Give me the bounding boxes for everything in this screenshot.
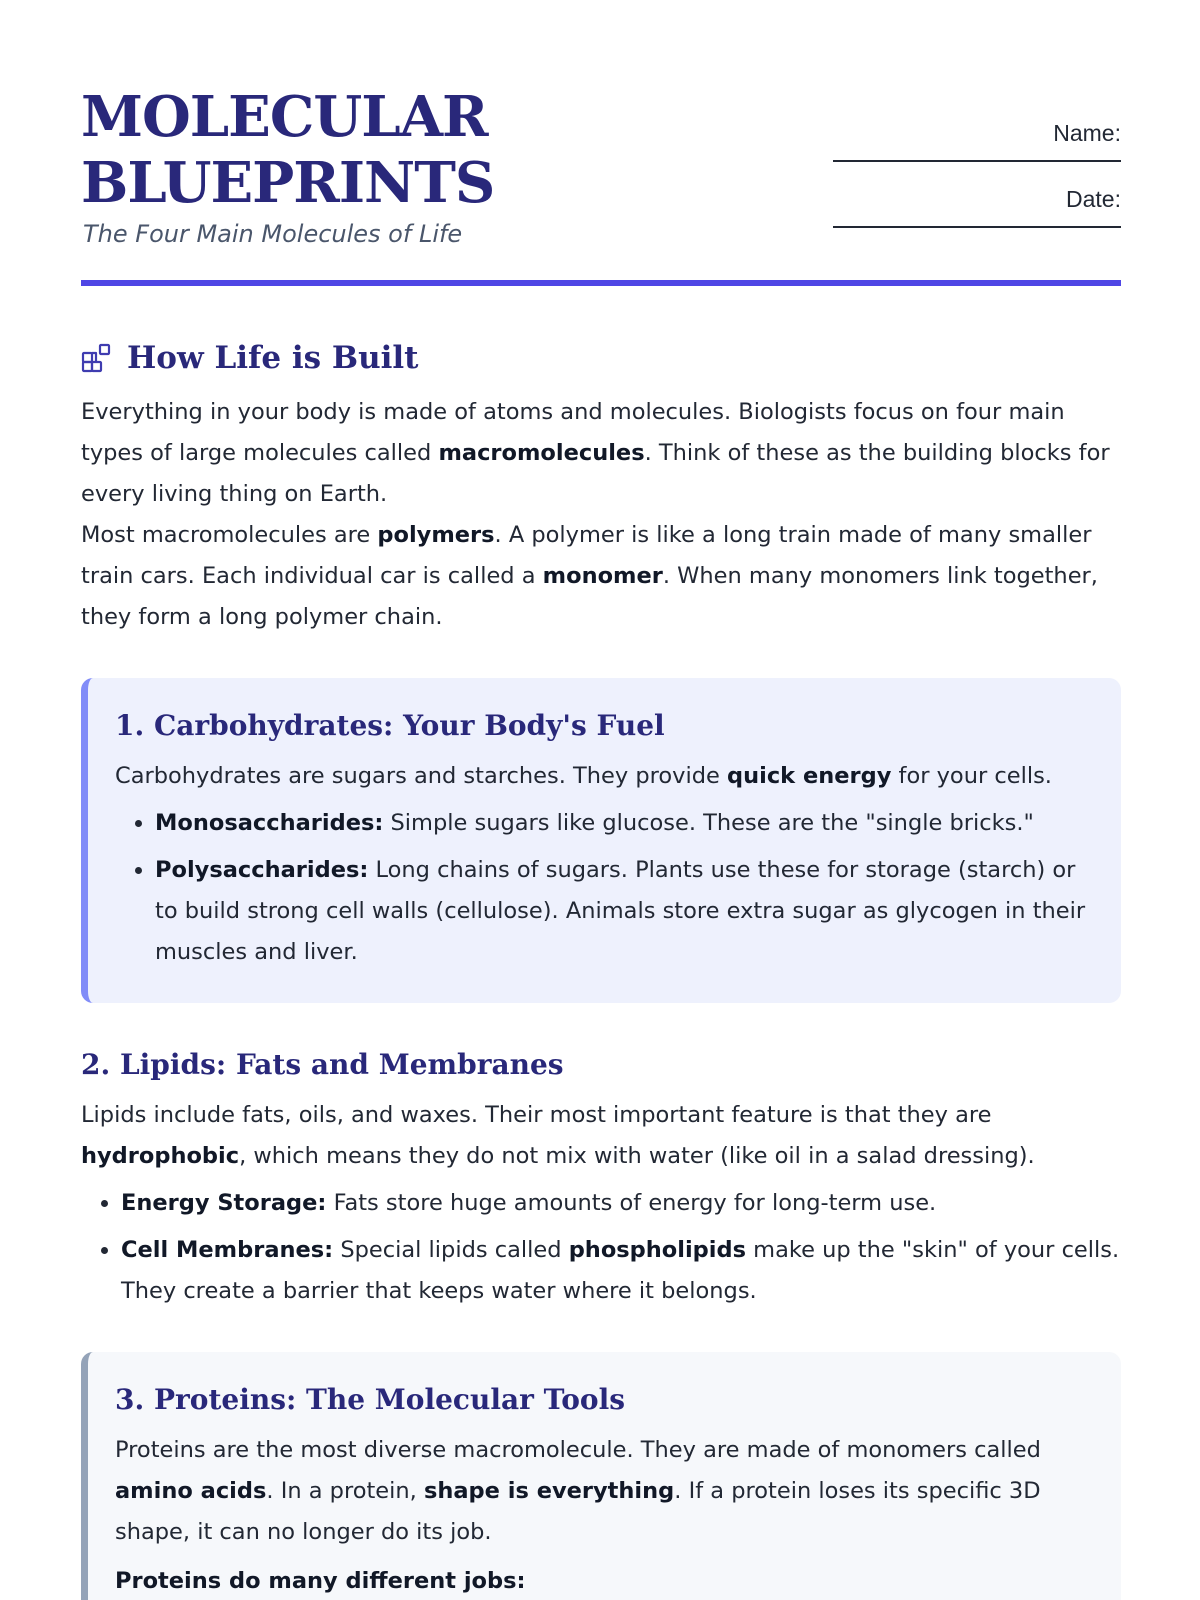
intro-paragraph-2: Most macromolecules are polymers. A polymer is like a long train made of many smaller train cars. Each individual car is called a monomer. When many monomers link together, they form a long polymer chain. bbox=[81, 522, 1098, 630]
worksheet-content bbox=[81, 340, 1121, 1600]
carbohydrates-heading: 1. Carbohydrates: Your Body's Fuel bbox=[115, 709, 665, 742]
list-item: • Polysaccharides: Long chains of sugars. Plants use these for storage (starch) or to build strong cell walls (cellulose). Animals store extra sugar as glycogen in their muscles and liver. bbox=[155, 850, 1091, 973]
title-line-2: BLUEPRINTS bbox=[81, 150, 495, 216]
lipids-section bbox=[81, 1045, 1121, 1312]
lipids-heading: 2. Lipids: Fats and Membranes bbox=[81, 1048, 564, 1081]
intro-heading bbox=[81, 340, 1121, 376]
proteins-jobs-label: Proteins do many different jobs: bbox=[115, 1568, 526, 1594]
name-blank-line bbox=[833, 146, 1121, 162]
proteins-card bbox=[81, 1352, 1121, 1600]
proteins-paragraph: Proteins are the most diverse macromolecule. They are made of monomers called amino acids. In a protein, shape is everything. If a protein loses its specific 3D shape, it can no longer do its job. bbox=[115, 1437, 1041, 1545]
name-label: Name: bbox=[1053, 120, 1121, 146]
list-item: • Cell Membranes: Special lipids called phospholipids make up the "skin" of your cells. They create a barrier that keeps water where it belongs. bbox=[121, 1230, 1121, 1312]
lipids-list bbox=[81, 1183, 1121, 1312]
carbohydrates-paragraph: Carbohydrates are sugars and starches. They provide quick energy for your cells. bbox=[115, 763, 1052, 789]
date-blank-line bbox=[833, 212, 1121, 228]
lipids-paragraph: Lipids include fats, oils, and waxes. Their most important feature is that they are hydrophobic, which means they do not mix with water (like oil in a salad dressing). bbox=[81, 1102, 1035, 1169]
date-row bbox=[831, 186, 1121, 252]
intro-section bbox=[81, 340, 1121, 638]
intro-heading-text: How Life is Built bbox=[127, 340, 419, 376]
proteins-heading: 3. Proteins: The Molecular Tools bbox=[115, 1383, 625, 1416]
student-info bbox=[831, 120, 1121, 252]
carbohydrates-list bbox=[115, 803, 1091, 973]
worksheet-header bbox=[81, 84, 1121, 284]
list-item: • Energy Storage: Fats store huge amounts of energy for long-term use. bbox=[121, 1183, 1121, 1224]
title-line-1: MOLECULAR bbox=[81, 84, 488, 150]
page-subtitle: The Four Main Molecules of Life bbox=[83, 220, 463, 248]
list-item: • Monosaccharides: Simple sugars like glucose. These are the "single bricks." bbox=[155, 803, 1091, 844]
name-row bbox=[831, 120, 1121, 186]
building-blocks-icon bbox=[81, 342, 113, 374]
carbohydrates-card bbox=[81, 678, 1121, 1003]
intro-paragraph-1: Everything in your body is made of atoms and molecules. Biologists focus on four main types of large molecules called macromolecules. Think of these as the building blocks for every living thing on Earth. bbox=[81, 399, 1110, 507]
header-divider bbox=[81, 280, 1121, 286]
date-label: Date: bbox=[1066, 186, 1121, 212]
